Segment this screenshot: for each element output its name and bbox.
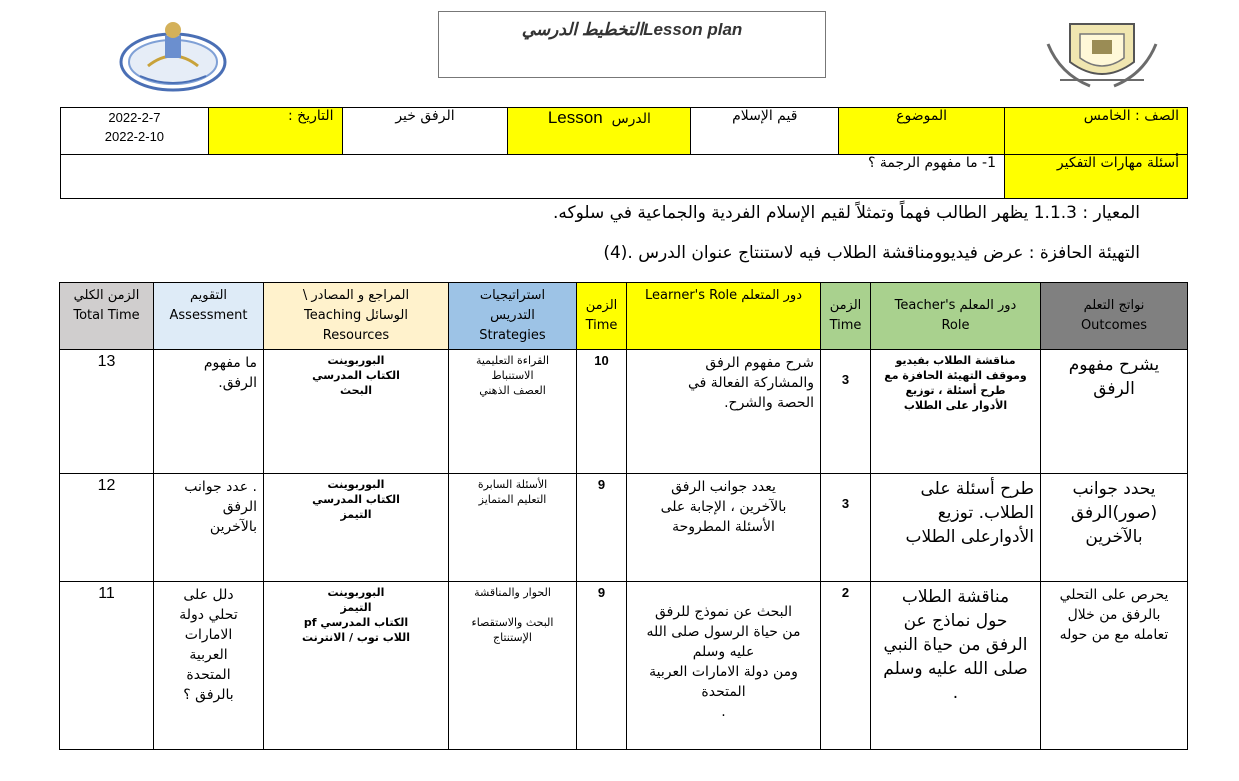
row1-assessment: ما مفهوم الرفق. <box>154 350 264 474</box>
row1-outcomes: يشرح مفهوم الرفق <box>1041 350 1188 474</box>
header-teacher-role: دور المعلم Teacher's Role <box>871 283 1041 350</box>
header-row <box>60 283 1188 350</box>
header-learner-role: دور المتعلم Learner's Role <box>627 283 821 350</box>
school-crest <box>1040 14 1164 94</box>
row3-strategies: الحوار والمناقشة البحث والاستقصاء الإستنتاج <box>449 582 577 750</box>
header-outcomes: نواتج التعلم Outcomes <box>1041 283 1188 350</box>
grade-cell: الصف : الخامس <box>1005 108 1188 155</box>
header-strategies: استراتيجيات التدريس Strategies <box>449 283 577 350</box>
table-row <box>60 474 1188 582</box>
row3-teacher-role: مناقشة الطلاب حول نماذج عن الرفق من حياة النبي صلى الله عليه وسلم . <box>871 582 1041 750</box>
row3-total-time: 11 <box>60 582 154 750</box>
subject-label-cell: الموضوع <box>839 108 1005 155</box>
page-title <box>439 20 825 40</box>
table-row <box>60 350 1188 474</box>
title-arabic: التخطيط الدرسي <box>521 20 644 39</box>
date-value-cell: 2022-2-7 2022-2-10 <box>61 108 209 155</box>
table-row <box>60 582 1188 750</box>
row2-resources: البوربوينت الكتاب المدرسي التيمز <box>264 474 449 582</box>
motivation-line: التهيئة الحافزة : عرض فيديوومناقشة الطلاب فيه لاستنتاج عنوان الدرس .(4) <box>603 243 1140 263</box>
header-time-2: الزمن Time <box>577 283 627 350</box>
row1-time-2: 10 <box>577 350 627 474</box>
row2-time-2: 9 <box>577 474 627 582</box>
row2-total-time: 12 <box>60 474 154 582</box>
title-english: Lesson plan <box>643 20 743 39</box>
lesson-label-cell: الدرس Lesson <box>508 108 691 155</box>
header-total-time: الزمن الكلي Total Time <box>60 283 154 350</box>
header-assessment: التقويم Assessment <box>154 283 264 350</box>
header-resources: المراجع و المصادر \ الوسائل Teaching Resources <box>264 283 449 350</box>
row3-assessment: دلل على تحلي دولة الامارات العربية المتحدة بالرفق ؟ <box>154 582 264 750</box>
row1-time-1: 3 <box>821 350 871 474</box>
header-time-1: الزمن Time <box>821 283 871 350</box>
row2-learner-role: يعدد جوانب الرفق بالآخرين ، الإجابة على الأسئلة المطروحة <box>627 474 821 582</box>
row3-outcomes: يحرص على التحلي بالرفق من خلال تعامله مع من حوله <box>1041 582 1188 750</box>
subject-value-cell: قيم الإسلام <box>691 108 839 155</box>
row1-learner-role: شرح مفهوم الرفق والمشاركة الفعالة في الحصة والشرح. <box>627 350 821 474</box>
lesson-main-table <box>59 282 1188 750</box>
lesson-info-table <box>60 107 1188 199</box>
row2-outcomes: يحدد جوانب (صور)الرفق بالآخرين <box>1041 474 1188 582</box>
row2-time-1: 3 <box>821 474 871 582</box>
logo-emblem <box>118 18 228 94</box>
row3-resources: البوربوينت التيمز الكتاب المدرسي pf اللاب توب / الانترنت <box>264 582 449 750</box>
thinking-value-cell: 1- ما مفهوم الرجمة ؟ <box>61 155 1005 199</box>
row1-strategies: القراءة التعليمية الاستنباط العصف الذهني <box>449 350 577 474</box>
row2-assessment: . عدد جوانب الرفق بالآخرين <box>154 474 264 582</box>
row3-learner-role: البحث عن نموذج للرفق من حياة الرسول صلى الله عليه وسلم ومن دولة الامارات العربية المتحدة . <box>627 582 821 750</box>
title-box <box>438 11 826 78</box>
lesson-value-cell: الرفق خير <box>342 108 508 155</box>
row1-teacher-role: مناقشة الطلاب بفيديو وموقف التهيئة الحافزة مع طرح أسئلة ، توزيع الأدوار على الطلاب <box>871 350 1041 474</box>
thinking-label-cell: أسئلة مهارات التفكير <box>1005 155 1188 199</box>
row3-time-1: 2 <box>821 582 871 750</box>
standard-line: المعيار : 1.1.3 يظهر الطالب فهماً وتمثلاً لقيم الإسلام الفردية والجماعية في سلوكه. <box>552 203 1140 223</box>
row2-teacher-role: طرح أسئلة على الطلاب. توزيع الأدوارعلى الطلاب <box>871 474 1041 582</box>
row1-total-time: 13 <box>60 350 154 474</box>
row3-time-2: 9 <box>577 582 627 750</box>
row1-resources: البوربوينت الكتاب المدرسي البحث <box>264 350 449 474</box>
date-label-cell: التاريخ : <box>208 108 342 155</box>
row2-strategies: الأسئلة السابرة التعليم المتمايز <box>449 474 577 582</box>
